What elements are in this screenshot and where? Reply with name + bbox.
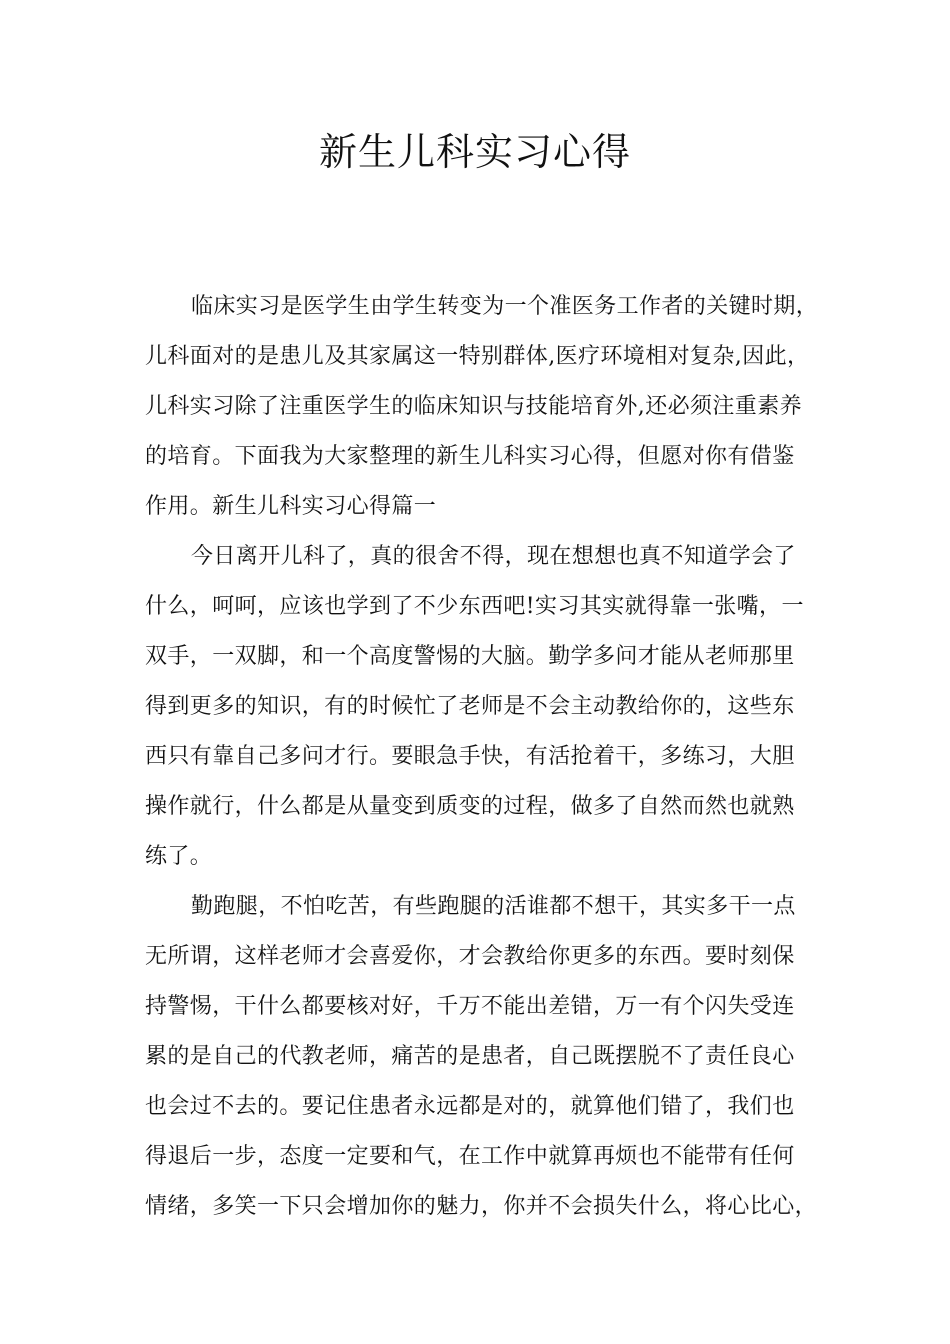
text-line: 双手，一双脚，和一个高度警惕的大脑。勤学多问才能从老师那里	[145, 644, 795, 669]
text-line: 得退后一步，态度一定要和气，在工作中就算再烦也不能带有任何	[145, 1144, 795, 1169]
text-line: 儿科面对的是患儿及其家属这一特别群体,医疗环境相对复杂,因此，	[145, 344, 810, 369]
text-line: 累的是自己的代教老师，痛苦的是患者，自己既摆脱不了责任良心	[145, 1044, 795, 1069]
text-line: 什么，呵呵，应该也学到了不少东西吧!实习其实就得靠一张嘴，一	[145, 594, 804, 619]
text-line: 的培育。下面我为大家整理的新生儿科实习心得，但愿对你有借鉴	[145, 444, 795, 469]
text-line: 情绪，多笑一下只会增加你的魅力，你并不会损失什么，将心比心，	[145, 1194, 818, 1219]
text-line: 练了。	[145, 844, 213, 869]
text-line: 得到更多的知识，有的时候忙了老师是不会主动教给你的，这些东	[145, 694, 795, 719]
document-title: 新生儿科实习心得	[318, 130, 631, 174]
text-line: 持警惕，干什么都要核对好，千万不能出差错，万一有个闪失受连	[145, 994, 795, 1019]
text-line: 无所谓，这样老师才会喜爱你，才会教给你更多的东西。要时刻保	[145, 944, 795, 969]
document-body	[145, 282, 819, 1232]
text-line: 也会过不去的。要记住患者永远都是对的，就算他们错了，我们也	[145, 1094, 795, 1119]
text-line: 作用。新生儿科实习心得篇一	[145, 494, 437, 519]
text-line: 操作就行，什么都是从量变到质变的过程，做多了自然而然也就熟	[145, 794, 795, 819]
text-line: 今日离开儿科了，真的很舍不得，现在想想也真不知道学会了	[191, 544, 796, 569]
text-line: 西只有靠自己多问才行。要眼急手快，有活抢着干，多练习，大胆	[145, 744, 795, 769]
text-line: 临床实习是医学生由学生转变为一个准医务工作者的关键时期，	[191, 294, 819, 319]
text-line: 儿科实习除了注重医学生的临床知识与技能培育外,还必须注重素养	[145, 394, 802, 419]
text-line: 勤跑腿，不怕吃苦，有些跑腿的活谁都不想干，其实多干一点	[191, 894, 796, 919]
